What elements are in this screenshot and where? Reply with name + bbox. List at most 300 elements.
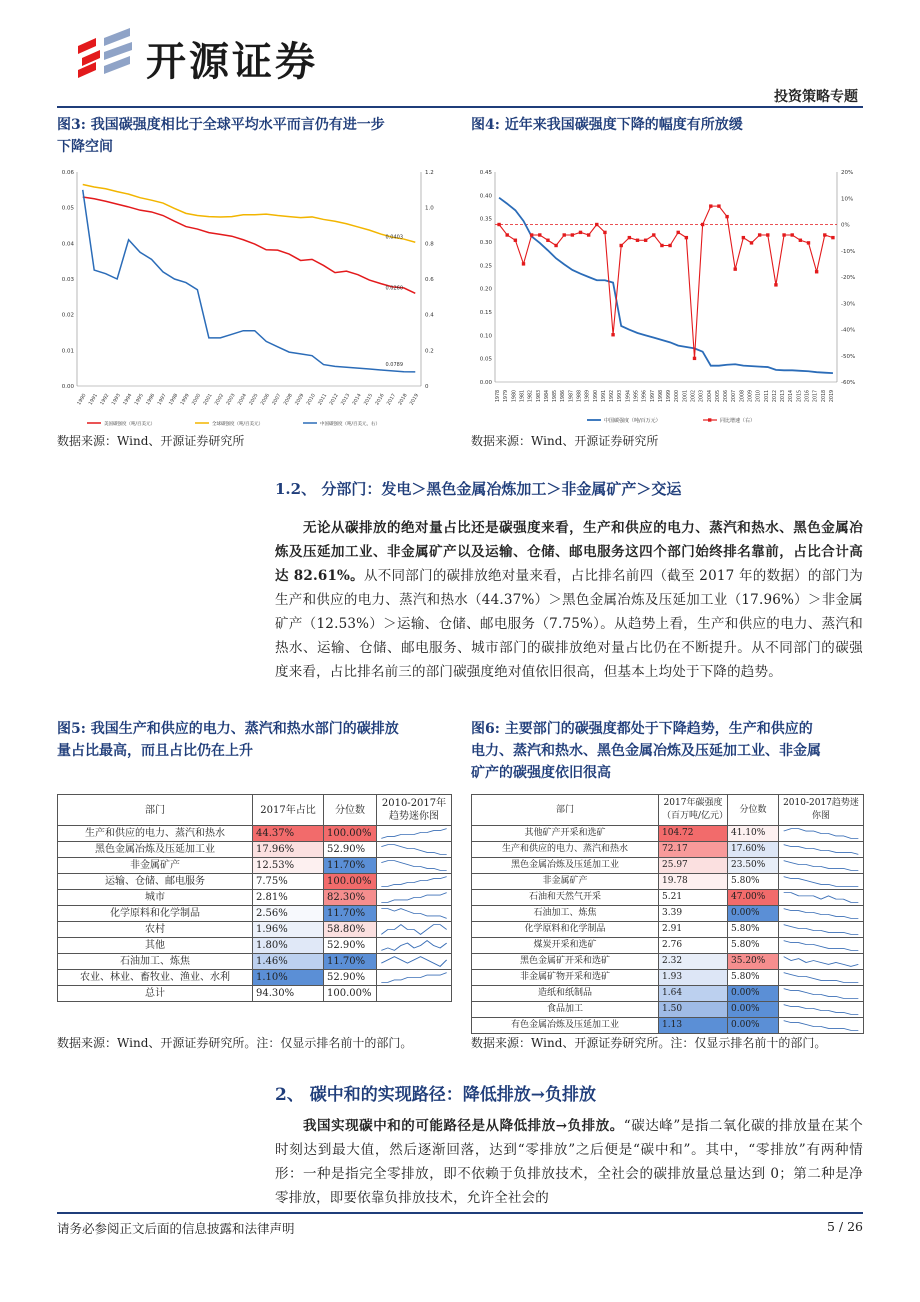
fig6-trend-cell [779,954,864,970]
section-1-2-para-bold: 无论从碳排放的绝对量占比还是碳强度来看，生产和供应的电力、蒸汽和热水、黑色金属冶炼及压延加工业、非金属矿产以及运输、仓储、邮电服务这四个部门始终排名靠前，占比合计高达 82.61%。 [275,520,863,584]
fig6-pct-cell: 23.50% [728,858,779,874]
fig4-left-tick: 0.05 [479,356,492,363]
fig5-pct-cell: 11.70% [324,906,377,922]
fig4-x-tick: 1995 [634,389,640,403]
fig4-right-tick: -10% [841,248,856,255]
fig6-dept-cell: 造纸和纸制品 [472,986,659,1002]
fig4-x-tick: 2010 [756,389,762,403]
fig4-point [514,239,517,242]
fig3-x-tick: 2007 [272,393,283,407]
fig6-sparkline [781,843,861,856]
fig4-x-tick: 2000 [675,389,681,403]
fig6-table-row [472,906,864,922]
fig6-pct-cell: 5.80% [728,922,779,938]
fig6-sparkline [781,923,861,936]
fig5-table-row [58,890,452,906]
fig3-x-tick: 2008 [283,393,294,407]
fig4-x-tick: 1985 [553,389,559,403]
fig3-title-line1: 图3: 我国碳强度相比于全球平均水平而言仍有进一步 [57,117,385,133]
fig3-left-tick: 0.01 [61,348,74,355]
fig6-trend-cell [779,1018,864,1034]
fig4-x-tick: 2017 [813,389,819,403]
fig5-sparkline [379,939,449,952]
footer-disclaimer: 请务必参阅正文后面的信息披露和法律声明 [57,1221,295,1236]
fig5-table-row [58,970,452,986]
fig6-dept-cell: 生产和供应的电力、蒸汽和热水 [472,842,659,858]
fig4-point [571,233,574,236]
fig3-x-tick: 2004 [237,393,249,407]
fig5-pct-cell: 58.80% [324,922,377,938]
fig6-sparkline [781,955,861,968]
fig6-table-row [472,1002,864,1018]
fig6-value-cell: 2.76 [659,938,728,954]
section-2-para-bold: 我国实现碳中和的可能路径是从降低排放→负排放。 [303,1118,624,1134]
fig3-chart [57,164,449,426]
fig5-title-line1: 图5: 我国生产和供应的电力、蒸汽和热水部门的碳排放 [57,721,399,737]
fig4-point [628,236,631,239]
fig4-point [782,233,785,236]
fig4-point [701,223,704,226]
fig4-point [644,239,647,242]
fig5-pct-cell: 100.00% [324,826,377,842]
fig4-x-tick: 2013 [781,389,787,403]
fig4-x-tick: 1988 [577,389,583,403]
fig5-value-cell: 1.80% [253,938,324,954]
fig4-point [685,236,688,239]
fig4-x-tick: 1981 [520,389,526,403]
fig4-x-tick: 1996 [642,389,648,403]
sparkline-path [784,989,859,999]
fig4-point [538,233,541,236]
fig6-trend-cell [779,826,864,842]
fig4-x-tick: 2012 [772,389,778,403]
fig6-trend-cell [779,874,864,890]
fig4-point [652,233,655,236]
fig4-legend-label: 同比增速（右） [720,418,756,424]
fig4-point [742,236,745,239]
fig5-table-row [58,986,452,1002]
fig4-left-tick: 0.45 [479,170,492,176]
fig3-x-tick: 1999 [180,393,191,407]
fig5-sparkline [379,987,449,1000]
fig5-col-pct: 分位数 [324,795,377,826]
fig6-dept-cell: 石油加工、炼焦 [472,906,659,922]
fig4-x-tick: 1982 [528,389,534,403]
fig6-table-row [472,1018,864,1034]
fig5-trend-cell [377,842,452,858]
sparkline-path [784,973,859,983]
fig3-right-tick: 1.2 [425,170,434,176]
fig3-x-tick: 1992 [100,393,111,407]
fig6-table [471,794,864,1034]
fig6-title-line2: 电力、蒸汽和热水、黑色金属冶炼及压延加工业、非金属 [471,743,821,759]
fig4-point [595,223,598,226]
fig5-value-cell: 17.96% [253,842,324,858]
fig4-x-tick: 1998 [658,389,664,403]
fig4-point [791,233,794,236]
fig4-title: 图4: 近年来我国碳强度下降的幅度有所放缓 [471,117,743,133]
fig3-x-tick: 1993 [111,393,122,407]
fig6-table-row [472,874,864,890]
fig3-x-tick: 2018 [398,393,409,407]
fig3-x-tick: 2006 [260,393,271,407]
fig4-point [611,333,614,336]
fig4-x-tick: 1984 [544,389,550,403]
fig5-dept-cell: 黑色金属冶炼及压延加工业 [58,842,253,858]
fig6-pct-cell: 5.80% [728,874,779,890]
fig6-header-row [472,795,864,826]
fig6-trend-cell [779,890,864,906]
fig4-x-tick: 2001 [683,389,689,403]
fig4-legend-label: 中国碳强度（吨/百万元） [604,418,661,424]
fig4-x-tick: 2002 [691,389,697,403]
fig4-right-tick: -20% [841,275,856,281]
fig4-point [563,233,566,236]
fig4-point [815,270,818,273]
fig4-source: 数据来源：Wind、开源证券研究所 [471,434,659,448]
fig3-left-tick: 0.03 [61,277,74,283]
sparkline-path [381,925,446,935]
fig4-point [554,244,557,247]
fig5-sparkline [379,907,449,920]
fig3-x-tick: 2015 [363,393,375,407]
fig6-trend-cell [779,970,864,986]
fig6-table-row [472,826,864,842]
fig4-point [660,244,663,247]
fig6-value-cell: 2.91 [659,922,728,938]
fig3-left-tick: 0.04 [61,241,74,248]
fig4-x-tick: 2015 [797,389,803,403]
fig5-value-cell: 2.56% [253,906,324,922]
fig3-x-tick: 1990 [77,393,88,407]
fig6-title-line3: 矿产的碳强度依旧很高 [471,765,611,781]
fig4-x-tick: 1983 [536,389,542,403]
fig4-point [717,204,720,207]
fig5-trend-cell [377,906,452,922]
fig4-x-tick: 1978 [496,389,502,403]
fig4-point [799,239,802,242]
fig6-pct-cell: 0.00% [728,986,779,1002]
fig6-value-cell: 1.64 [659,986,728,1002]
fig6-trend-cell [779,922,864,938]
fig3-x-tick: 1998 [168,393,180,407]
fig4-series-line-0 [499,198,833,373]
fig4-right-tick: 20% [841,170,854,176]
fig5-dept-cell: 非金属矿产 [58,858,253,874]
fig5-trend-cell [377,922,452,938]
fig5-trend-cell [377,874,452,890]
fig5-table-row [58,858,452,874]
fig4-point [579,231,582,234]
fig6-source: 数据来源：Wind、开源证券研究所。注：仅显示排名前十的部门。 [471,1036,827,1050]
fig4-point [546,239,549,242]
fig4-left-tick: 0.35 [479,216,492,223]
fig5-value-cell: 12.53% [253,858,324,874]
fig6-col-trend: 2010-2017趋势迷你图 [779,795,864,826]
fig6-value-cell: 2.32 [659,954,728,970]
fig4-point [668,244,671,247]
fig5-table [57,794,452,1002]
fig6-sparkline [781,939,861,952]
fig3-right-tick: 0.6 [425,277,434,283]
fig6-dept-cell: 食品加工 [472,1002,659,1018]
fig5-trend-cell [377,954,452,970]
fig6-pct-cell: 0.00% [728,906,779,922]
fig5-sparkline [379,875,449,888]
fig5-sparkline [379,923,449,936]
fig3-series-line-1 [83,184,416,242]
brand-logo-icon [74,28,136,80]
fig4-x-tick: 2008 [740,389,746,403]
fig5-sparkline [379,827,449,840]
brand-logo [74,28,136,80]
fig3-left-tick: 0.00 [61,384,74,390]
fig6-value-cell: 5.21 [659,890,728,906]
fig5-dept-cell: 生产和供应的电力、蒸汽和热水 [58,826,253,842]
fig5-value-cell: 1.46% [253,954,324,970]
fig5-sparkline [379,955,449,968]
fig4-point [620,244,623,247]
fig6-table-row [472,986,864,1002]
fig3-legend-label: 全球碳强度（吨/百美元） [212,422,264,426]
fig6-pct-cell: 47.00% [728,890,779,906]
fig3-x-tick: 1991 [88,393,99,407]
fig5-sparkline [379,891,449,904]
fig6-value-cell: 72.17 [659,842,728,858]
fig4-right-tick: -30% [841,301,856,308]
fig5-dept-cell: 石油加工、炼焦 [58,954,253,970]
fig3-x-tick: 2017 [386,393,398,407]
section-1-2-paragraph [275,516,863,684]
fig6-title [471,718,865,784]
section-1-2-heading: 1.2、 分部门：发电＞黑色金属冶炼加工＞非金属矿产＞交运 [275,480,682,498]
fig3-x-tick: 1994 [122,393,134,407]
fig6-pct-cell: 0.00% [728,1002,779,1018]
fig4-right-tick: -40% [841,327,856,334]
fig4-legend-marker [708,418,711,421]
fig6-pct-cell: 5.80% [728,938,779,954]
brand-name: 开源证券 [146,39,318,85]
fig6-table-row [472,954,864,970]
fig3-x-tick: 2002 [214,393,226,407]
fig6-sparkline [781,875,861,888]
fig3-x-tick: 2012 [329,393,340,407]
sparkline-path [784,893,859,903]
fig4-x-tick: 2014 [789,389,795,403]
fig6-dept-cell: 其他矿产开采和选矿 [472,826,659,842]
fig3-x-tick: 2005 [249,393,260,407]
fig5-dept-cell: 农业、林业、畜牧业、渔业、水利 [58,970,253,986]
fig6-value-cell: 104.72 [659,826,728,842]
fig6-dept-cell: 非金属矿物开采和选矿 [472,970,659,986]
fig3-x-tick: 2016 [375,393,386,407]
fig3-x-tick: 2000 [191,393,203,407]
fig5-trend-cell [377,890,452,906]
fig4-point [522,262,525,265]
fig4-right-tick: -60% [841,380,856,386]
fig4-x-tick: 2003 [699,389,705,403]
fig5-dept-cell: 农村 [58,922,253,938]
footer-rule [57,1212,863,1214]
sparkline-path [784,941,859,951]
fig5-sparkline [379,859,449,872]
fig6-sparkline [781,907,861,920]
fig3-title-line2: 下降空间 [57,139,113,155]
fig4-point [636,239,639,242]
fig5-table-row [58,938,452,954]
fig4-x-tick: 1986 [561,389,567,403]
fig6-sparkline [781,1019,861,1032]
fig6-trend-cell [779,938,864,954]
fig4-x-tick: 2009 [748,389,754,403]
fig4-x-tick: 1987 [569,389,575,403]
fig5-value-cell: 94.30% [253,986,324,1002]
fig6-sparkline [781,827,861,840]
fig6-table-row [472,842,864,858]
fig4-point [750,241,753,244]
fig4-x-tick: 2019 [829,389,835,403]
fig6-trend-cell [779,986,864,1002]
fig6-sparkline [781,1003,861,1016]
section-2-paragraph [275,1114,863,1210]
fig4-x-tick: 1999 [667,389,673,403]
fig3-x-tick: 2010 [306,393,317,407]
fig4-x-tick: 1994 [626,389,632,403]
fig3-x-tick: 2011 [317,393,329,407]
fig5-table-row [58,826,452,842]
sparkline-path [381,941,446,951]
fig3-series-line-2 [83,190,416,372]
fig5-trend-cell [377,858,452,874]
fig6-pct-cell: 5.80% [728,970,779,986]
fig4-left-tick: 0.30 [479,240,492,246]
fig5-pct-cell: 100.00% [324,874,377,890]
fig5-table-row [58,842,452,858]
fig6-value-cell: 1.50 [659,1002,728,1018]
fig3-x-tick: 2001 [203,393,214,407]
section-2-para-rest: “碳达峰”是指二氧化碳的排放量在某个时刻达到最大值，然后逐渐回落，达到“零排放”之后便是“碳中和”。其中，“零排放”有两种情形：一种是指完全零排放，即不依赖于负排放技术，全社会的碳排放量总量达到 0；第二种是净零排放，即要依靠负排放技术，允许全社会的 [275,1118,863,1206]
fig3-title [57,114,457,158]
fig4-x-tick: 1991 [601,389,607,403]
fig6-trend-cell [779,906,864,922]
fig5-table-row [58,874,452,890]
fig4-x-tick: 2011 [764,389,770,403]
fig4-point [766,233,769,236]
fig3-right-tick: 0.2 [425,348,434,355]
fig5-dept-cell: 其他 [58,938,253,954]
fig4-point [725,215,728,218]
fig3-legend-label: 美国碳强度（吨/百美元） [104,422,156,426]
fig4-point [693,357,696,360]
fig3-left-tick: 0.06 [61,170,74,176]
fig6-table-row [472,922,864,938]
fig5-dept-cell: 总计 [58,986,253,1002]
fig5-value-cell: 44.37% [253,826,324,842]
fig4-point [709,204,712,207]
sparkline-path [784,957,859,967]
sparkline-path [784,1021,859,1031]
fig4-x-tick: 1990 [593,389,599,403]
report-type: 投资策略专题 [774,89,858,105]
sparkline-path [784,829,859,839]
fig3-left-tick: 0.02 [61,312,74,319]
fig3-x-tick: 2003 [226,393,237,407]
fig4-point [603,231,606,234]
fig5-value-cell: 1.96% [253,922,324,938]
fig5-dept-cell: 城市 [58,890,253,906]
fig4-x-tick: 2018 [821,389,827,403]
fig5-title-line2: 量占比最高，而且占比仍在上升 [57,743,253,759]
fig5-trend-cell [377,986,452,1002]
sparkline-path [784,925,859,935]
fig6-title-line1: 图6: 主要部门的碳强度都处于下降趋势，生产和供应的 [471,721,813,737]
fig5-table-row [58,954,452,970]
fig6-value-cell: 1.93 [659,970,728,986]
sparkline-path [784,909,859,919]
fig5-pct-cell: 82.30% [324,890,377,906]
fig4-x-tick: 1997 [650,389,656,403]
fig4-point [497,223,500,226]
fig4-x-tick: 2007 [732,389,738,403]
fig6-dept-cell: 石油和天然气开采 [472,890,659,906]
fig4-point [506,233,509,236]
fig4-left-tick: 0.25 [479,263,492,270]
section-2-heading: 2、 碳中和的实现路径：降低排放→负排放 [275,1085,596,1105]
fig4-point [587,233,590,236]
sparkline-path [381,845,446,855]
fig4-point [831,236,834,239]
fig4-point [530,233,533,236]
sparkline-path [784,1005,859,1015]
fig6-table-row [472,938,864,954]
fig6-dept-cell: 有色金属冶炼及压延加工业 [472,1018,659,1034]
fig5-col-share: 2017年占比 [253,795,324,826]
fig3-right-tick: 1.0 [425,205,434,212]
sparkline-path [784,845,859,855]
fig6-table-row [472,890,864,906]
fig4-point [758,233,761,236]
fig5-title [57,718,457,762]
fig6-pct-cell: 41.10% [728,826,779,842]
fig6-value-cell: 3.39 [659,906,728,922]
fig3-x-tick: 1996 [145,393,157,407]
fig5-source: 数据来源：Wind、开源证券研究所。注：仅显示排名前十的部门。 [57,1036,413,1050]
page-number: 5 / 26 [826,1219,863,1234]
fig4-left-tick: 0.15 [479,310,492,316]
fig4-right-tick: 0% [841,222,850,229]
fig3-source: 数据来源：Wind、开源证券研究所 [57,434,245,448]
fig5-value-cell: 2.81% [253,890,324,906]
fig6-trend-cell [779,858,864,874]
fig5-trend-cell [377,970,452,986]
fig6-col-dept: 部门 [472,795,659,826]
fig6-value-cell: 19.78 [659,874,728,890]
fig6-pct-cell: 0.00% [728,1018,779,1034]
fig4-point [734,267,737,270]
fig4-left-tick: 0.40 [479,193,492,200]
fig4-x-tick: 1979 [504,389,510,403]
fig5-pct-cell: 100.00% [324,986,377,1002]
fig4-x-tick: 2005 [715,389,721,403]
fig6-trend-cell [779,1002,864,1018]
fig4-left-tick: 0.20 [479,286,492,293]
fig5-sparkline [379,843,449,856]
fig5-trend-cell [377,938,452,954]
section-1-2-para-rest: 从不同部门的碳排放绝对量来看，占比排名前四（截至 2017 年的数据）的部门为生产和供应的电力、蒸汽和热水（44.37%）＞黑色金属冶炼及压延加工业（17.96%）＞非金属矿产（12.53%）＞运输、仓储、邮电服务（7.75%）。从趋势上看，生产和供应的电力、蒸汽和热水、运输、仓储、邮电服务、城市部门的碳排放绝对量占比仍在不断提升。从不同部门的碳强度来看，占比排名前三的部门碳强度绝对值依旧很高，但基本上均处于下降的趋势。 [275,568,863,680]
fig6-table-row [472,858,864,874]
fig6-dept-cell: 黑色金属冶炼及压延加工业 [472,858,659,874]
fig6-dept-cell: 煤炭开采和选矿 [472,938,659,954]
